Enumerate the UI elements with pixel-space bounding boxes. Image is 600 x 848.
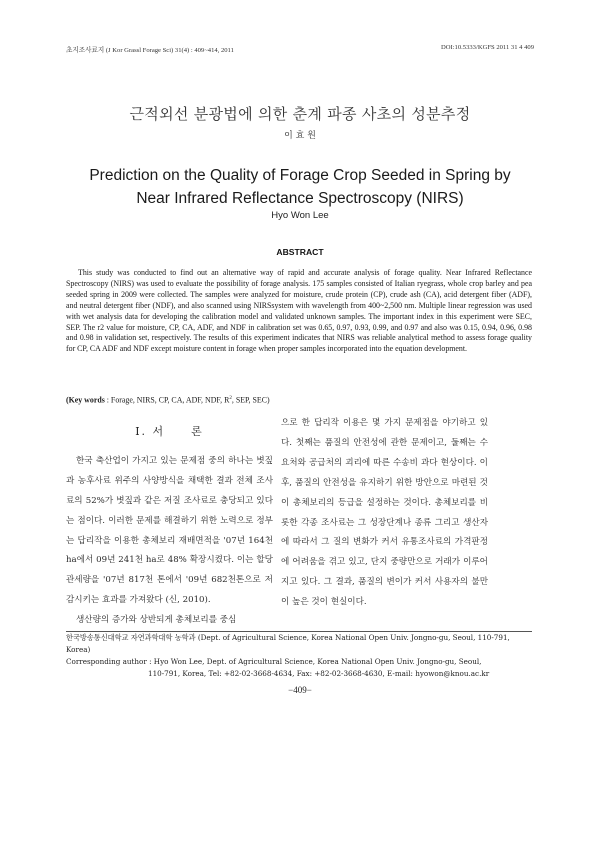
intro-paragraph-2: 생산량의 증가와 상반되게 총체보리를 중심 — [76, 615, 237, 626]
keywords-superscript: 2 — [229, 396, 232, 401]
abstract-body: This study was conducted to find out an alternative way of rapid and accurate analysis of forage quality. Near Infrared Reflectance Spectroscopy (NIRS) was used to evaluate the possibility of forage analysis. 175 samples consisted of Italian ryegrass, whole crop barley and pea seeded spring in 2009 were collected. The samples were analyzed for moisture, crude protein (CP), crude ash (CA), acid detergent fiber (ADF), and neutral detergent fiber (NDF), and also scanned using NIRSsystem with wavelength from 400~2,500 nm. Multiple linear regression was used with wet analysis data for developing the calibration model and validated unknown samples. The important index in this experiment were SEC, SEP. The r2 value for moisture, CP, CA, ADF, and NDF in calibration set was 0.65, 0.97, 0.93, 0.99, and 0.97 and also was 0.15, 0.94, 0.96, 0.98 and 0.98 in validation set, respectively. The results of this experiment indicates that NIRS was reliable analytical method to assess forage quality for CP, CA ADF and NDF except moisture content in forage when proper samples incorporated into the equation development. — [66, 268, 532, 354]
doi: DOI:10.5333/KGFS 2011 31 4 409 — [441, 44, 534, 51]
corresponding-author-label: Corresponding author : — [66, 657, 152, 666]
journal-citation: 초지조사료지 (J Kor Grassl Forage Sci) 31(4) : 409~414, 2011 — [66, 47, 234, 54]
keywords-tail: , SEP, SEC) — [231, 395, 270, 405]
korean-author: 이 효 원 — [284, 131, 316, 141]
keywords-label: (Key words — [66, 395, 105, 405]
body-left-column — [66, 414, 273, 631]
corresponding-author-contact: 110-791, Korea, Tel: +82-02-3668-4634, Fax: +82-02-3668-4630, E-mail: hyowon@knou.ac.kr — [148, 668, 490, 678]
intro-paragraph-1: 한국 축산업이 가지고 있는 문제점 중의 하나는 볏짚과 농후사료 위주의 사양방식을 채택한 결과 전체 조사료의 52%가 볏짚과 같은 저질 조사료로 충당되고 있다는 점이다. 이러한 문제를 해결하기 위한 노력으로 정부는 답리작을 이용한 총체보리 재배면적을 '07년 164천ha에서 09년 241천 ha로 48% 확장시켰다. 이는 할당관세량을 '07년 817천 톤에서 '09년 682천톤으로 저감시키는 효과를 가져왔다 (신, 2010). — [66, 455, 273, 606]
abstract-heading: ABSTRACT — [276, 247, 324, 257]
english-title-line-1: Prediction on the Quality of Forage Crop Seeded in Spring by — [89, 167, 511, 184]
keywords-text: : Forage, NIRS, CP, CA, ADF, NDF, R — [104, 395, 230, 405]
affiliation-footnote: 한국방송통신대학교 자연과학대학 농학과 (Dept. of Agricultural Science, Korea National Open Univ. Jongno-gu, Seoul, 110-791, Korea) — [66, 633, 510, 654]
english-author: Hyo Won Lee — [271, 210, 329, 221]
body-right-column — [281, 414, 488, 613]
keywords — [66, 394, 532, 407]
section-heading-introduction: Ⅰ. 서 론 — [135, 425, 204, 438]
english-title-line-2: Near Infrared Reflectance Spectroscopy (NIRS) — [136, 190, 464, 207]
english-title — [0, 164, 600, 210]
korean-title: 근적외선 분광법에 의한 춘계 파종 사초의 성분추정 — [129, 105, 471, 123]
corresponding-author-footnote — [66, 656, 536, 679]
page-number: −409− — [288, 685, 312, 695]
intro-paragraph-continued: 으로 한 답리작 이용은 몇 가지 문제점을 야기하고 있다. 첫째는 품질의 안전성에 관한 문제이고, 둘째는 수요처와 공급처의 괴리에 따른 수송비 과다 현상이다. 이후, 품질의 안전성을 유지하기 위한 방안으로 마련된 것이 총체보리의 등급을 설정하는 것이다. 총체보리를 비롯한 각종 조사료는 그 성장단계나 종류 그리고 생산자에 따라서 그 질의 변화가 커서 유통조사료의 가격판정에 어려움을 겪고 있고, 단지 중량만으로 거래가 이루어지고 있다. 그 결과, 품질의 변이가 커서 사용자의 불만이 높은 것이 현실이다. — [281, 418, 488, 608]
corresponding-author-details: Hyo Won Lee, Dept. of Agricultural Science, Korea National Open Univ. Jongno-gu, Seoul, — [151, 657, 482, 666]
